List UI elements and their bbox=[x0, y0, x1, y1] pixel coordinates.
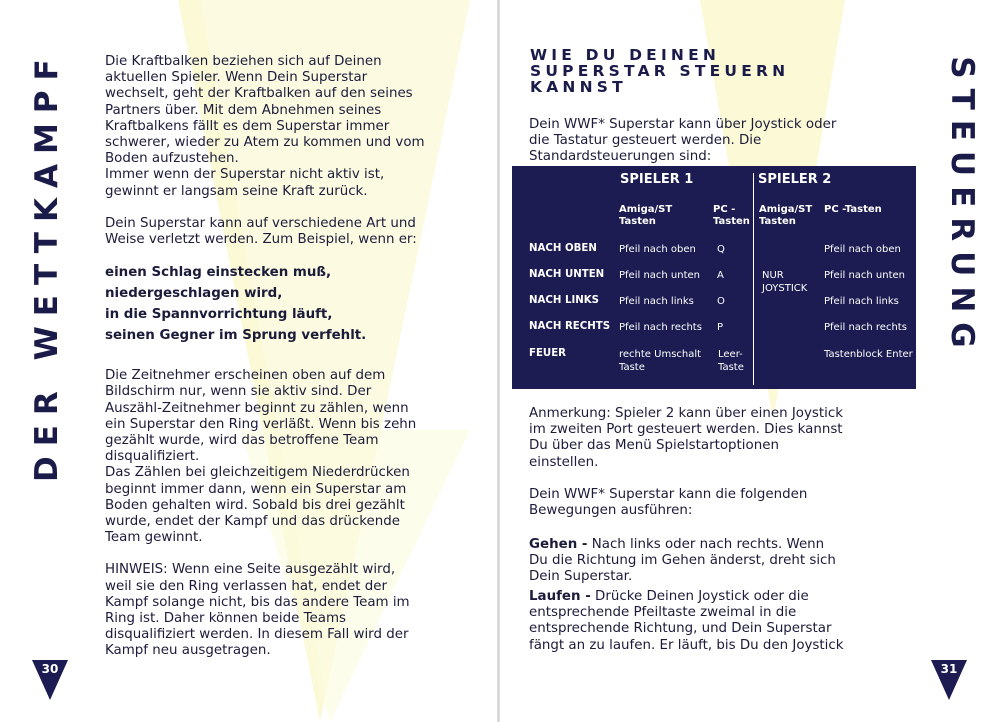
moves-intro-paragraph: Dein WWF* Superstar kann die folgenden Bewegungen ausführen: bbox=[529, 487, 808, 519]
page-number-left: 30 bbox=[32, 660, 68, 700]
list-item: in die Spannvorrichtung läuft, bbox=[105, 307, 333, 323]
gehen-label: Gehen - bbox=[529, 537, 588, 552]
cell-p1-pc-fire: Leer- Taste bbox=[718, 349, 744, 373]
player2-header: SPIELER 2 bbox=[758, 172, 832, 187]
cell-p1-pc-down: A bbox=[717, 270, 724, 281]
left-side-title: DER WETTKAMPF bbox=[29, 49, 65, 482]
cell-p1-pc-up: Q bbox=[717, 244, 725, 255]
cell-p1-amiga-right: Pfeil nach rechts bbox=[619, 322, 702, 333]
laufen-label: Laufen - bbox=[529, 589, 591, 604]
controls-table bbox=[512, 166, 916, 389]
row-label-fire: FEUER bbox=[529, 348, 566, 359]
cell-p2-pc-down: Pfeil nach unten bbox=[824, 270, 906, 281]
cell-p1-amiga-down: Pfeil nach unten bbox=[619, 270, 701, 281]
p2-amiga-header: Amiga/ST Tasten bbox=[759, 204, 813, 227]
paragraph-verletzt: Dein Superstar kann auf verschiedene Art und Weise verletzt werden. Zum Beispiel, wenn er: bbox=[105, 215, 417, 248]
book-gutter bbox=[497, 0, 500, 722]
list-item: seinen Gegner im Sprung verfehlt. bbox=[105, 328, 367, 344]
p2-pc-header: PC -Tasten bbox=[824, 204, 882, 215]
row-label-up: NACH OBEN bbox=[529, 243, 597, 254]
laufen-paragraph: Laufen - Drücke Deinen Joystick oder die entsprechende Pfeiltaste zweimal in die entsprechende Richtung, und Dein Superstar fängt an zu laufen. Er läuft, bis Du den Joystick bbox=[529, 589, 844, 653]
paragraph-hinweis: HINWEIS: Wenn eine Seite ausgezählt wird, weil sie den Ring verlassen hat, endet der Kampf solange nicht, bis das andere Team im Ring ist. Daher können beide Teams disqualifiziert werden. In diesem Fall wird der Kampf neu ausgetragen. bbox=[105, 562, 410, 659]
list-item: einen Schlag einstecken muß, bbox=[105, 265, 332, 281]
injury-list bbox=[105, 262, 465, 346]
player1-header: SPIELER 1 bbox=[620, 172, 694, 187]
cell-p2-pc-up: Pfeil nach oben bbox=[824, 244, 901, 255]
list-item: niedergeschlagen wird, bbox=[105, 286, 283, 302]
paragraph-zeitnehmer: Die Zeitnehmer erscheinen oben auf dem Bildschirm nur, wenn sie aktiv sind. Der Auszähl-Zeitnehmer beginnt zu zählen, wenn ein Superstar den Ring verläßt. Wenn bis zehn gezählt wurde, wird das betroffene Team disqualifiziert. Das Zählen bei gleichzeitigem Niederdrücken beginnt immer dann, wenn ein Superstar am Boden gehalten wird. Sobald bis drei gezählt wurde, endet der Kampf und das drückende Team gewinnt. bbox=[105, 368, 417, 546]
cell-p2-pc-fire: Tastenblock Enter bbox=[824, 349, 913, 360]
row-label-down: NACH UNTEN bbox=[529, 269, 605, 280]
gehen-paragraph: Gehen - Nach links oder nach rechts. Wenn Du die Richtung im Gehen änderst, dreht sich Dein Superstar. bbox=[529, 537, 836, 585]
p1-amiga-header: Amiga/ST Tasten bbox=[619, 204, 673, 227]
cell-p1-amiga-left: Pfeil nach links bbox=[619, 296, 694, 307]
p1-pc-header: PC - Tasten bbox=[713, 204, 750, 227]
cell-p2-pc-right: Pfeil nach rechts bbox=[824, 322, 907, 333]
section-heading: WIE DU DEINEN SUPERSTAR STEUERN KANNST bbox=[530, 46, 790, 96]
row-label-right: NACH RECHTS bbox=[529, 321, 611, 332]
note-paragraph: Anmerkung: Spieler 2 kann über einen Joystick im zweiten Port gesteuert werden. Dies kannst Du über das Menü Spielstartoptionen einstellen. bbox=[529, 406, 843, 470]
cell-p2-pc-left: Pfeil nach links bbox=[824, 296, 899, 307]
table-divider bbox=[753, 173, 754, 385]
row-label-left: NACH LINKS bbox=[529, 295, 599, 306]
page-number-right: 31 bbox=[931, 660, 967, 700]
right-side-title: STEUERUNG bbox=[944, 56, 980, 358]
left-column-text bbox=[105, 54, 465, 660]
intro-paragraph: Dein WWF* Superstar kann über Joystick oder die Tastatur gesteuert werden. Die Standardsteuerungen sind: bbox=[529, 117, 837, 165]
cell-p1-pc-right: P bbox=[717, 322, 724, 333]
cell-p2-amiga-note: NUR JOYSTICK bbox=[762, 270, 808, 294]
paragraph-kraftbalken: Die Kraftbalken beziehen sich auf Deinen aktuellen Spieler. Wenn Dein Superstar wechselt, geht der Kraftbalken auf den seines Partners über. Mit dem Abnehmen seines Kraftbalkens fällt es dem Superstar immer schwerer, wieder zu Atem zu kommen und vom Boden aufzustehen. Immer wenn der Superstar nicht aktiv ist, gewinnt er langsam seine Kraft zurück. bbox=[105, 54, 425, 199]
cell-p1-amiga-up: Pfeil nach oben bbox=[619, 244, 696, 255]
cell-p1-pc-left: O bbox=[717, 296, 725, 307]
cell-p1-amiga-fire: rechte Umschalt Taste bbox=[619, 349, 702, 373]
